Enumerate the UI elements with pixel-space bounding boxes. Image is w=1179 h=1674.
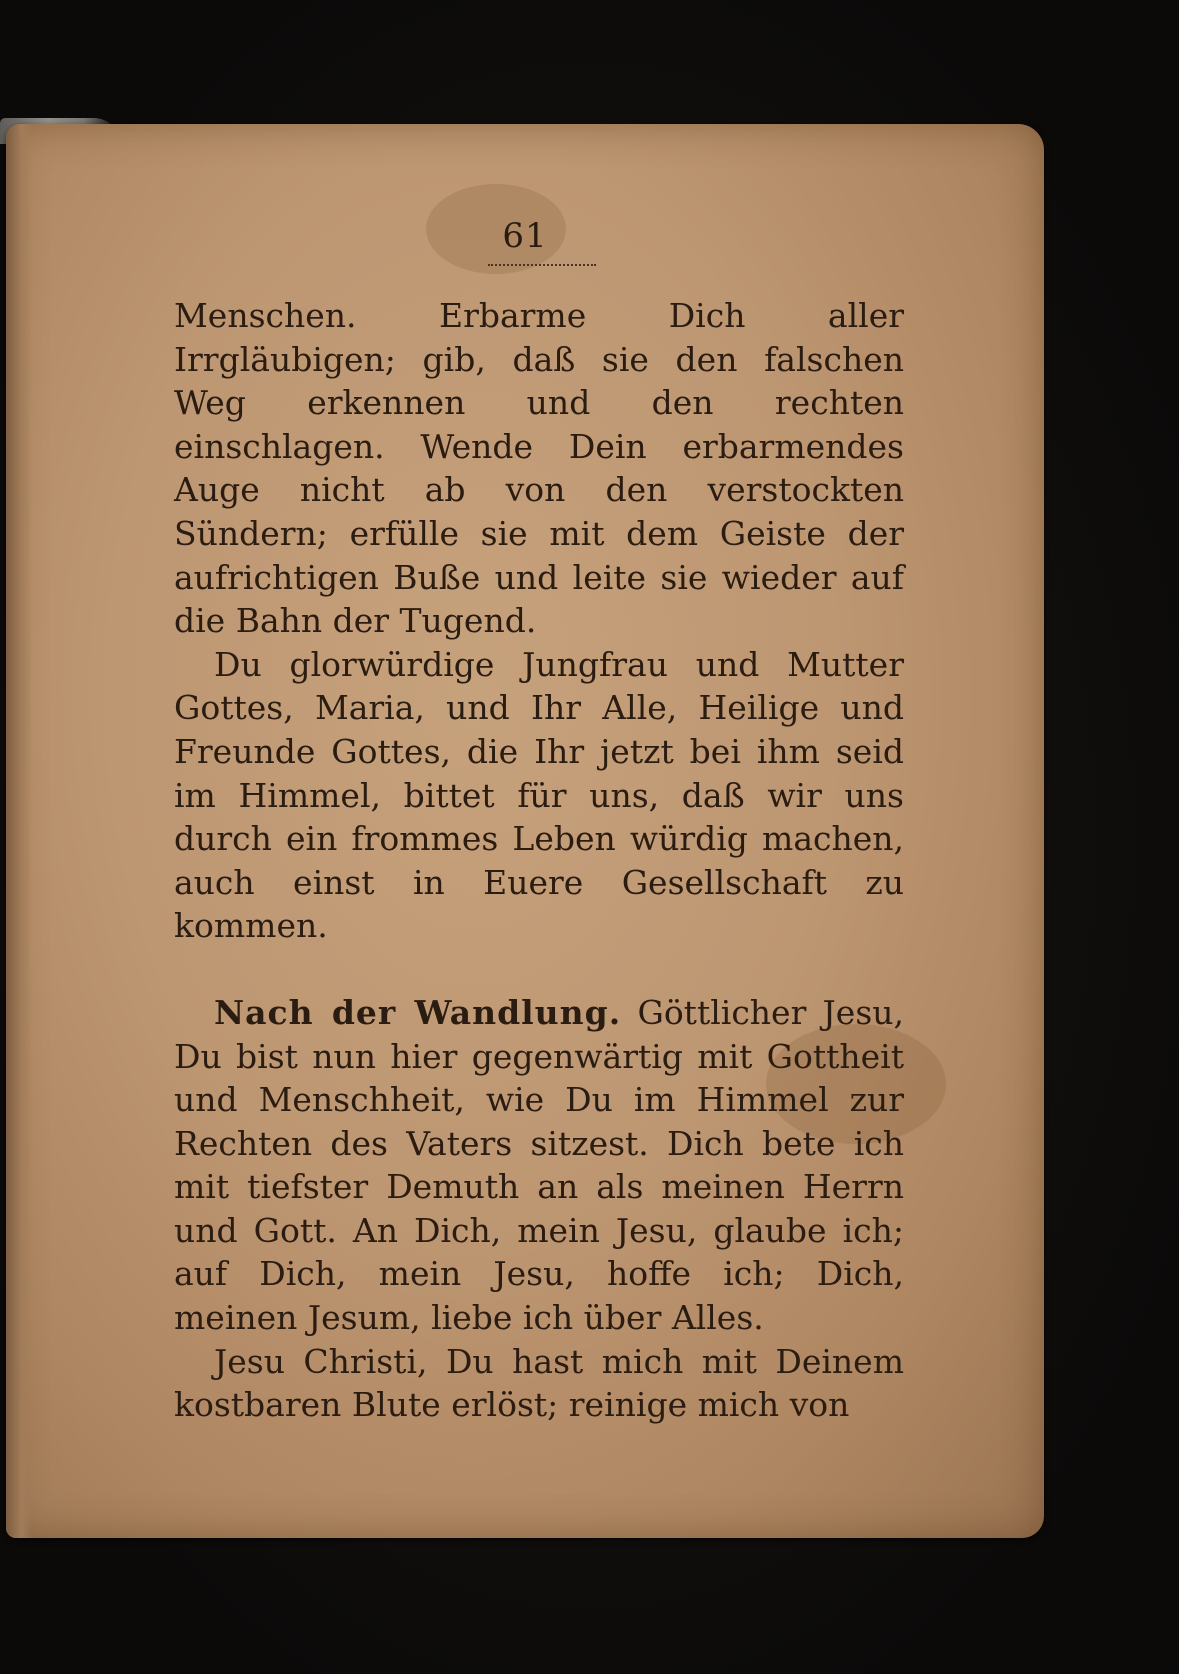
page-text (174, 294, 904, 1427)
section-heading: Nach der Wandlung. (214, 992, 622, 1032)
paragraph-prayer-sinners: Menschen. Erbarme Dich aller Irrgläubigen; gib, daß sie den falschen Weg erkennen und den rechten einschlagen. Wende Dein erbarmendes Auge nicht ab von den verstockten Sündern; erfülle sie mit dem Geiste der aufrichtigen Buße und leite sie wieder auf die Bahn der Tugend. (174, 296, 904, 641)
paragraph-after-consecration (174, 991, 904, 1340)
paragraph-prayer-mary-saints: Du glorwürdige Jungfrau und Mutter Gottes, Maria, und Ihr Alle, Heilige und Freunde Gottes, die Ihr jetzt bei ihm seid im Himmel, bittet für uns, daß wir uns durch ein frommes Leben würdig machen, auch einst in Euere Gesellschaft zu kommen. (174, 644, 904, 946)
page-number: 61 (502, 216, 548, 256)
book-page (6, 124, 1044, 1538)
section-spacer (174, 948, 904, 991)
paragraph-christ-blood: Jesu Christi, Du hast mich mit Deinem kostbaren Blute erlöst; reinige mich von (174, 1341, 904, 1425)
page-number-rule (488, 264, 596, 266)
paragraph-text: Göttlicher Jesu, Du bist nun hier gegenwärtig mit Gottheit und Menschheit, wie Du im Himmel zur Rechten des Vaters sitzest. Dich bete ich mit tiefster Demuth an als meinen Herrn und Gott. An Dich, mein Jesu, glaube ich; auf Dich, mein Jesu, hoffe ich; Dich, meinen Jesum, liebe ich über Alles. (174, 992, 904, 1338)
